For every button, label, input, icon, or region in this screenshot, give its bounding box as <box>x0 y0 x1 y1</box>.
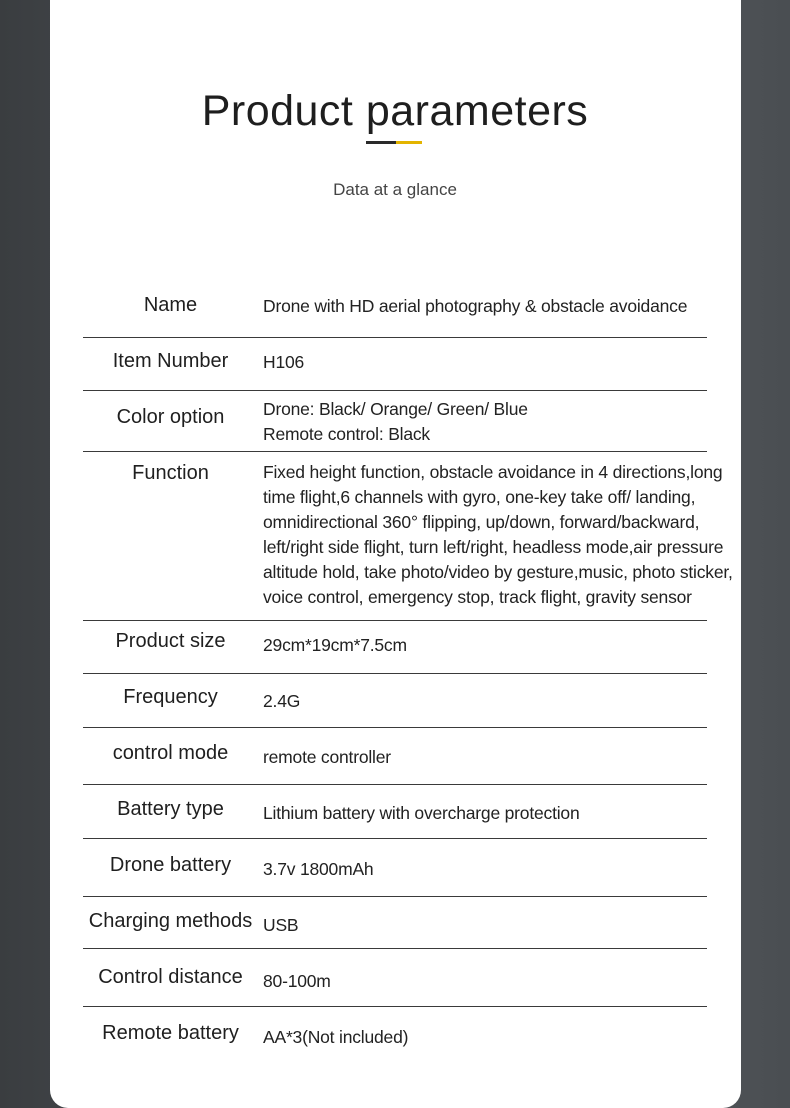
spec-row-product-size <box>83 621 707 674</box>
spec-row-remote-battery <box>83 1007 707 1063</box>
spec-label: Charging methods <box>88 910 253 932</box>
spec-label: Frequency <box>123 686 218 708</box>
spec-row-frequency <box>83 674 707 728</box>
spec-row-drone-battery <box>83 839 707 897</box>
spec-label: Remote battery <box>102 1022 239 1044</box>
spec-row-name <box>83 285 707 338</box>
spec-value-line: Fixed height function, obstacle avoidance in 4 directions,long <box>263 462 723 482</box>
spec-row-control-mode <box>83 728 707 785</box>
spec-value: remote controller <box>263 747 391 767</box>
spec-value-line: omnidirectional 360° flipping, up/down, forward/backward, <box>263 512 700 532</box>
spec-label: Product size <box>115 630 226 652</box>
page-title: Product parameters <box>201 87 589 135</box>
spec-row-color-option <box>83 391 707 452</box>
title-underline-dark <box>366 141 396 144</box>
spec-value: USB <box>263 915 299 935</box>
spec-label: control mode <box>112 742 229 764</box>
spec-value-line: left/right side flight, turn left/right, headless mode,air pressure <box>263 537 724 557</box>
spec-label: Item Number <box>112 350 229 372</box>
title-underline-gold <box>396 141 422 144</box>
spec-value-line: time flight,6 channels with gyro, one-key take off/ landing, <box>263 487 696 507</box>
spec-value: 29cm*19cm*7.5cm <box>263 635 407 655</box>
spec-value: Lithium battery with overcharge protection <box>263 803 580 823</box>
spec-label: Color option <box>116 406 225 428</box>
spec-label: Control distance <box>98 966 243 988</box>
spec-row-item-number <box>83 338 707 391</box>
spec-value: 3.7v 1800mAh <box>263 859 374 879</box>
spec-label: Drone battery <box>109 854 232 876</box>
spec-value: 2.4G <box>263 691 301 711</box>
spec-label: Function <box>132 462 209 484</box>
spec-value-line: voice control, emergency stop, track flight, gravity sensor <box>263 587 692 607</box>
spec-value <box>263 460 733 610</box>
page-subtitle: Data at a glance <box>333 180 457 199</box>
spec-value: Drone with HD aerial photography & obstacle avoidance <box>263 296 688 316</box>
spec-value-line: Remote control: Black <box>263 424 430 444</box>
spec-value: H106 <box>263 352 305 372</box>
spec-label: Battery type <box>117 798 224 820</box>
spec-row-control-distance <box>83 949 707 1007</box>
spec-value <box>263 397 733 447</box>
spec-row-battery-type <box>83 785 707 839</box>
spec-row-function <box>83 452 733 621</box>
spec-value-line: Drone: Black/ Orange/ Green/ Blue <box>263 399 528 419</box>
spec-value: 80-100m <box>263 971 331 991</box>
spec-value: AA*3(Not included) <box>263 1027 409 1047</box>
spec-row-charging-methods <box>83 897 707 949</box>
spec-value-line: altitude hold, take photo/video by gesture,music, photo sticker, <box>263 562 733 582</box>
spec-label: Name <box>143 294 198 316</box>
